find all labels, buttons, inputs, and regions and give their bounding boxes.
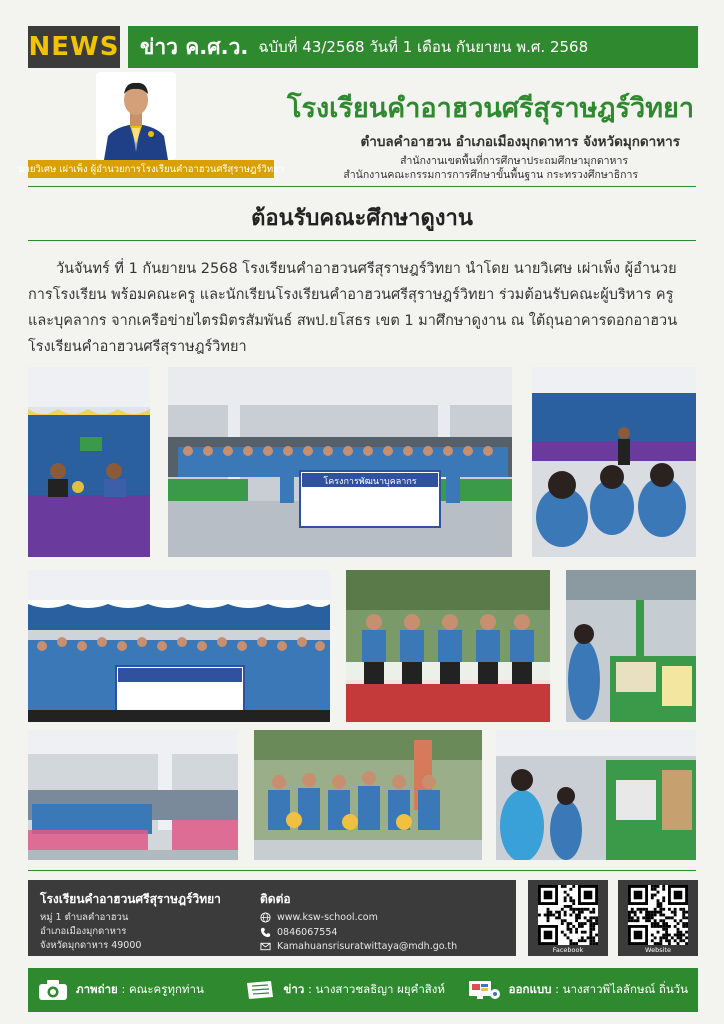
credit-photo (38, 979, 244, 1001)
credit-news-label: ข่าว (283, 982, 305, 996)
article-paragraph: วันจันทร์ ที่ 1 กันยายน 2568 โรงเรียนคำอาฮวนศรีสุราษฎร์วิทยา นำโดย นายวิเศษ เผ่าเพ็ง ผู้อำนวยการโรงเรียน พร้อมคณะครู และนักเรียนโรงเรียนคำอาฮวนศรีสุราษฎร์วิทยา ร่วมต้อนรับคณะผู้บริหาร ครูและบุคลากร จากเครือข่ายไตรมิตรสัมพันธ์ สพป.ยโสธร เขต 1 มาศึกษาดูงาน ณ ใต้ถุนอาคารดอกอาฮวน โรงเรียนคำอาฮวนศรีสุราษฎร์วิทยา (28, 261, 678, 355)
website-qr[interactable] (618, 880, 698, 956)
credit-news (244, 979, 467, 1001)
basic-education-commission: สำนักงานคณะกรรมการการศึกษาขั้นพื้นฐาน กระทรวงศึกษาธิการ (343, 169, 638, 181)
footer-address-line2: อำเภอเมืองมุกดาหาร (40, 926, 127, 937)
issue-title: ข่าว ค.ศ.ว. (140, 34, 249, 59)
footer-address-line3: จังหวัดมุกดาหาร 49000 (40, 940, 142, 951)
school-name: โรงเรียนคำอาฮวนศรีสุราษฎร์วิทยา (286, 93, 694, 124)
camera-icon (38, 979, 68, 1001)
credit-photo-label: ภาพถ่าย (76, 982, 118, 996)
article-headline: ต้อนรับคณะศึกษาดูงาน (251, 205, 473, 231)
issue-bar (128, 26, 698, 68)
website-qr-label: Website (645, 946, 671, 954)
qr-code-icon (628, 885, 688, 945)
design-icon (467, 978, 501, 1002)
email-row (260, 941, 457, 952)
credit-design (467, 978, 688, 1002)
phone-icon (260, 927, 271, 938)
newspaper-icon (244, 979, 276, 1001)
globe-icon (260, 912, 271, 923)
principal-photo (96, 72, 176, 160)
photo-exhibit-table (566, 570, 696, 722)
phone-row (260, 927, 337, 938)
footer-school-name: โรงเรียนคำอาฮวนศรีสุราษฎร์วิทยา (40, 892, 221, 906)
email-address[interactable]: Kamahuansrisuratwittaya@mdh.go.th (277, 941, 458, 952)
photo-seated-hall (28, 730, 238, 860)
divider-footer (28, 870, 696, 871)
credit-news-value: : นางสาวชลธิญา ผยุคำสิงห์ (307, 982, 445, 996)
contact-heading: ติดต่อ (260, 892, 291, 906)
photo-exhibit-visit (496, 730, 696, 860)
photo-students-posing (254, 730, 482, 860)
divider-top (28, 186, 696, 187)
email-icon (260, 941, 271, 952)
photo-meeting-table (28, 367, 150, 557)
photo-audience-speaker (532, 367, 696, 557)
credit-design-value: : นางสาวพิไลลักษณ์ ถิ่นวัน (555, 982, 688, 996)
photo-guests-seated (346, 570, 550, 722)
photo-banner-text: โครงการพัฒนาบุคลากร (323, 477, 417, 487)
footer-address-line1: หมู่ 1 ตำบลคำอาฮวน (40, 912, 129, 923)
credit-photo-value: : คณะครูทุกท่าน (121, 982, 204, 996)
issue-number-date: ฉบับที่ 43/2568 วันที่ 1 เดือน กันยายน พ.ศ. 2568 (258, 38, 589, 56)
facebook-qr[interactable] (528, 880, 608, 956)
news-badge-label: NEWS (28, 32, 120, 62)
photo-group-banner (168, 367, 512, 557)
divider-headline (28, 240, 696, 241)
qr-code-icon (538, 885, 598, 945)
school-location: ตำบลคำอาฮวน อำเภอเมืองมุกดาหาร จังหวัดมุกดาหาร (360, 134, 680, 150)
article-body (28, 256, 696, 360)
principal-caption: นายวิเศษ เผ่าเพ็ง ผู้อำนวยการโรงเรียนคำอาฮวนศรีสุราษฎร์วิทยา (28, 160, 274, 178)
credits-bar (28, 968, 698, 1012)
photo-group-banner-2 (28, 570, 330, 722)
website-link[interactable]: www.ksw-school.com (277, 912, 378, 923)
phone-number[interactable]: 0846067554 (277, 927, 338, 938)
website-row (260, 912, 378, 923)
facebook-qr-label: Facebook (552, 946, 584, 954)
education-office: สำนักงานเขตพื้นที่การศึกษาประถมศึกษามุกดาหาร (400, 155, 628, 167)
news-badge (28, 26, 120, 68)
credit-design-label: ออกแบบ (508, 982, 552, 996)
footer-contact-box (28, 880, 516, 956)
